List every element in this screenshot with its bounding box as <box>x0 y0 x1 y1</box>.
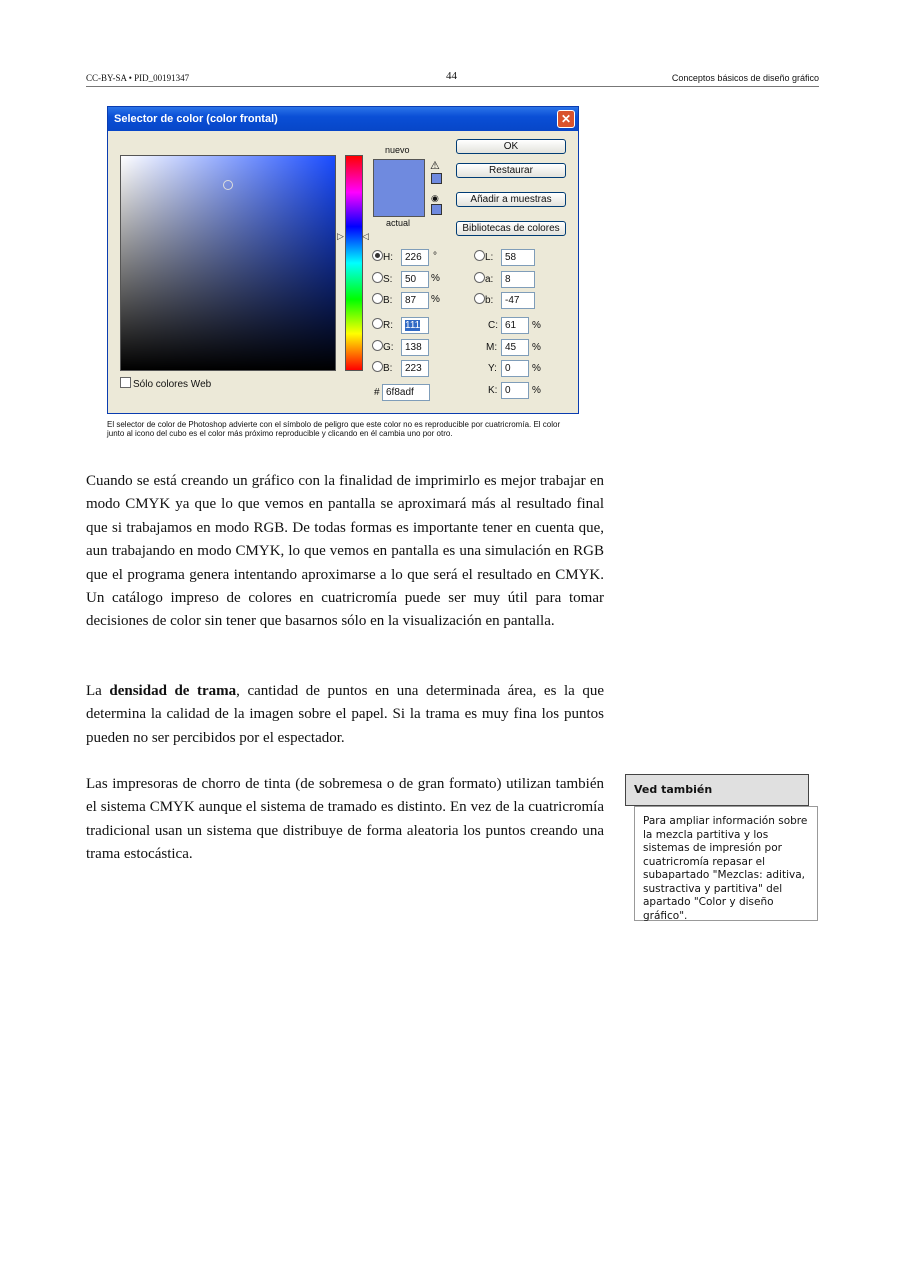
see-also-title: Ved también <box>625 774 809 806</box>
green-input[interactable]: 138 <box>401 339 429 356</box>
add-to-swatches-button[interactable]: Añadir a muestras <box>456 192 566 207</box>
lab-b-input[interactable]: -47 <box>501 292 535 309</box>
web-safe-cube-icon[interactable]: ◉ <box>431 193 439 203</box>
cyan-label: C: <box>488 320 498 331</box>
color-libraries-button[interactable]: Bibliotecas de colores <box>456 221 566 236</box>
red-radio[interactable] <box>372 318 383 329</box>
close-icon[interactable]: ✕ <box>557 110 575 128</box>
density-prefix: La <box>86 683 110 699</box>
yellow-unit: % <box>532 363 541 374</box>
red-radio-row[interactable] <box>372 317 393 334</box>
black-label: K: <box>488 385 498 396</box>
hue-slider-right-arrow-icon[interactable]: ◁ <box>362 231 369 241</box>
density-text: , cantidad de puntos en una determinada área, es la que determina la calidad de la imagen sobre el papel. Si la trama es muy fina los puntos pueden no ser percibidos por el espectador. <box>86 683 604 746</box>
brightness-unit: % <box>431 294 440 305</box>
magenta-input[interactable]: 45 <box>501 339 529 356</box>
gamut-correction-swatch[interactable] <box>431 173 442 184</box>
figure-caption: El selector de color de Photoshop advierte con el símbolo de peligro que este color no es reproducible por cuatricromía. El color junto al icono del cubo es el color más próximo reproducible y clicando en él cambia uno por otro. <box>107 420 561 438</box>
hue-slider-left-arrow-icon[interactable]: ▷ <box>337 231 344 241</box>
hex-input[interactable]: 6f8adf <box>382 384 430 401</box>
dialog-title: Selector de color (color frontal) <box>114 113 278 125</box>
paragraph-cmyk: Cuando se está creando un gráfico con la finalidad de imprimirlo es mejor trabajar en modo CMYK ya que lo que vemos en pantalla se aproximará más al resultado final que si trabajamos en modo RGB. De todas formas es importante tener en cuenta que, aun trabajando en modo CMYK, lo que vemos en pantalla es una simulación en RGB que el programa genera intentando aproximarse a lo que será el resultado en CMYK. Un catálogo impreso de colores en cuatricromía puede ser muy útil para tomar decisiones de color sin tener que basarnos sólo en la visualización en pantalla. <box>86 473 604 630</box>
page-header <box>86 70 819 87</box>
lab-l-label: L: <box>485 252 494 263</box>
hex-label: # <box>374 387 380 398</box>
brightness-input[interactable]: 87 <box>401 292 429 309</box>
checkbox-box[interactable] <box>120 377 131 388</box>
ok-button[interactable]: OK <box>456 139 566 154</box>
lab-a-input[interactable]: 8 <box>501 271 535 288</box>
lab-b-label: b: <box>485 295 494 306</box>
saturation-unit: % <box>431 273 440 284</box>
magenta-label: M: <box>486 342 498 353</box>
reset-button[interactable]: Restaurar <box>456 163 566 178</box>
saturation-label: S: <box>383 274 393 285</box>
red-input[interactable] <box>401 317 429 334</box>
lab-l-input[interactable]: 58 <box>501 249 535 266</box>
paragraph-density <box>86 680 604 750</box>
hue-radio[interactable] <box>372 250 383 261</box>
hue-input[interactable]: 226 <box>401 249 429 266</box>
new-label: nuevo <box>385 145 410 155</box>
gamut-warning-icon[interactable]: ⚠ <box>430 160 440 172</box>
lab-a-radio[interactable] <box>474 272 485 283</box>
brightness-radio[interactable] <box>372 293 383 304</box>
dialog-titlebar <box>108 107 578 131</box>
web-colors-only-label: Sólo colores Web <box>133 379 212 390</box>
hue-slider[interactable] <box>345 155 363 371</box>
black-input[interactable]: 0 <box>501 382 529 399</box>
red-label: R: <box>383 320 393 331</box>
document-title: Conceptos básicos de diseño gráfico <box>671 73 819 83</box>
lab-l-radio[interactable] <box>474 250 485 261</box>
lab-a-label: a: <box>485 274 494 285</box>
green-label: G: <box>383 342 394 353</box>
color-field-cursor[interactable] <box>223 180 233 190</box>
lab-b-radio[interactable] <box>474 293 485 304</box>
red-value-selected: 111 <box>405 320 421 331</box>
color-swatch <box>373 159 425 217</box>
hue-radio-row[interactable] <box>372 249 393 266</box>
lab-a-radio-row[interactable] <box>474 271 493 288</box>
blue-label: B: <box>383 363 393 374</box>
blue-radio-row[interactable] <box>372 360 392 377</box>
green-radio-row[interactable] <box>372 339 394 356</box>
cyan-input[interactable]: 61 <box>501 317 529 334</box>
web-colors-only-checkbox[interactable] <box>120 377 211 390</box>
paragraph-inkjet: Las impresoras de chorro de tinta (de sobremesa o de gran formato) utilizan también el sistema CMYK aunque el sistema de tramado es distinto. En vez de la cuatricromía tradicional usan un sistema que distribuye de forma aleatoria los puntos creando una trama estocástica. <box>86 776 604 863</box>
lab-b-radio-row[interactable] <box>474 292 493 309</box>
yellow-input[interactable]: 0 <box>501 360 529 377</box>
saturation-input[interactable]: 50 <box>401 271 429 288</box>
lab-l-radio-row[interactable] <box>474 249 493 266</box>
green-radio[interactable] <box>372 340 383 351</box>
magenta-unit: % <box>532 342 541 353</box>
saturation-radio[interactable] <box>372 272 383 283</box>
brightness-label: B: <box>383 295 393 306</box>
license-id: CC-BY-SA • PID_00191347 <box>86 73 190 83</box>
blue-input[interactable]: 223 <box>401 360 429 377</box>
cyan-unit: % <box>532 320 541 331</box>
saturation-radio-row[interactable] <box>372 271 392 288</box>
black-unit: % <box>532 385 541 396</box>
hue-label: H: <box>383 252 393 263</box>
current-label: actual <box>386 218 411 228</box>
density-term: densidad de trama <box>109 683 237 699</box>
hue-unit: ° <box>433 251 437 262</box>
yellow-label: Y: <box>488 363 497 374</box>
see-also-body: Para ampliar información sobre la mezcla partitiva y los sistemas de impresión por cuatricromía repasar el subapartado "Mezclas: aditiva, sustractiva y partitiva" del apartado "Color y diseño gráfico". <box>634 806 818 921</box>
web-safe-swatch[interactable] <box>431 204 442 215</box>
brightness-radio-row[interactable] <box>372 292 392 309</box>
page-number: 44 <box>446 70 457 82</box>
blue-radio[interactable] <box>372 361 383 372</box>
color-picker-dialog <box>107 106 579 414</box>
